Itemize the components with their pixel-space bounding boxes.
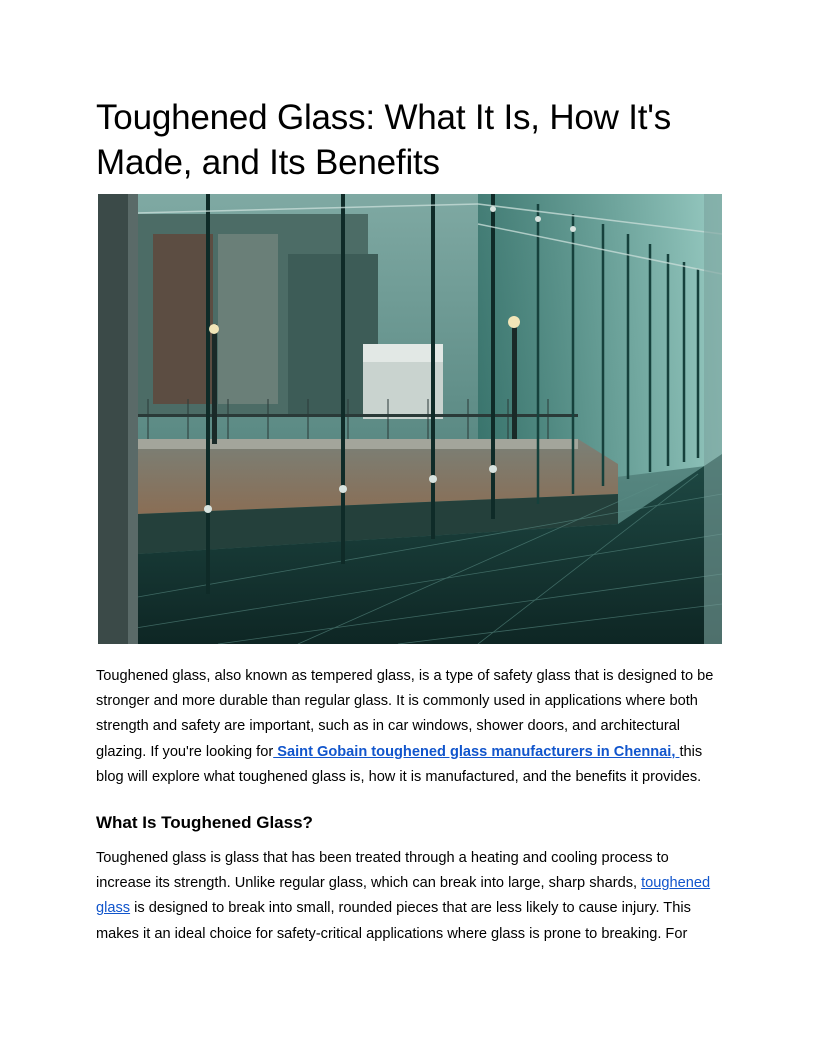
hero-image [98,194,722,644]
glass-facade-photo-icon [98,194,722,644]
section-heading-what-is: What Is Toughened Glass? [96,813,313,832]
page-title: Toughened Glass: What It Is, How It's Made, and Its Benefits [96,98,672,182]
intro-paragraph [96,664,721,790]
section1-paragraph [96,846,721,947]
intro-text-after-link: this blog will explore what toughened glass is, how it is manufactured, and the benefits it provides. [96,743,703,785]
toughened-glass-link[interactable]: toughened glass [96,875,711,917]
section1-text-before-link: Toughened glass is glass that has been treated through a heating and cooling process to increase its strength. Unlike regular glass, which can break into large, sharp shards, [96,850,669,892]
section1-text-after-link: is designed to break into small, rounded pieces that are less likely to cause injury. This makes it an ideal choice for safety-critical applications where glass is prone to breaking. For [96,900,691,942]
intro-text-before-link: Toughened glass, also known as tempered glass, is a type of safety glass that is designed to be stronger and more durable than regular glass. It is commonly used in applications where both strength and safety are important, such as in car windows, shower doors, and architectural glazing. If you're looking for [96,668,714,760]
saint-gobain-manufacturers-link[interactable]: Saint Gobain toughened glass manufacturers in Chennai, [273,743,680,760]
